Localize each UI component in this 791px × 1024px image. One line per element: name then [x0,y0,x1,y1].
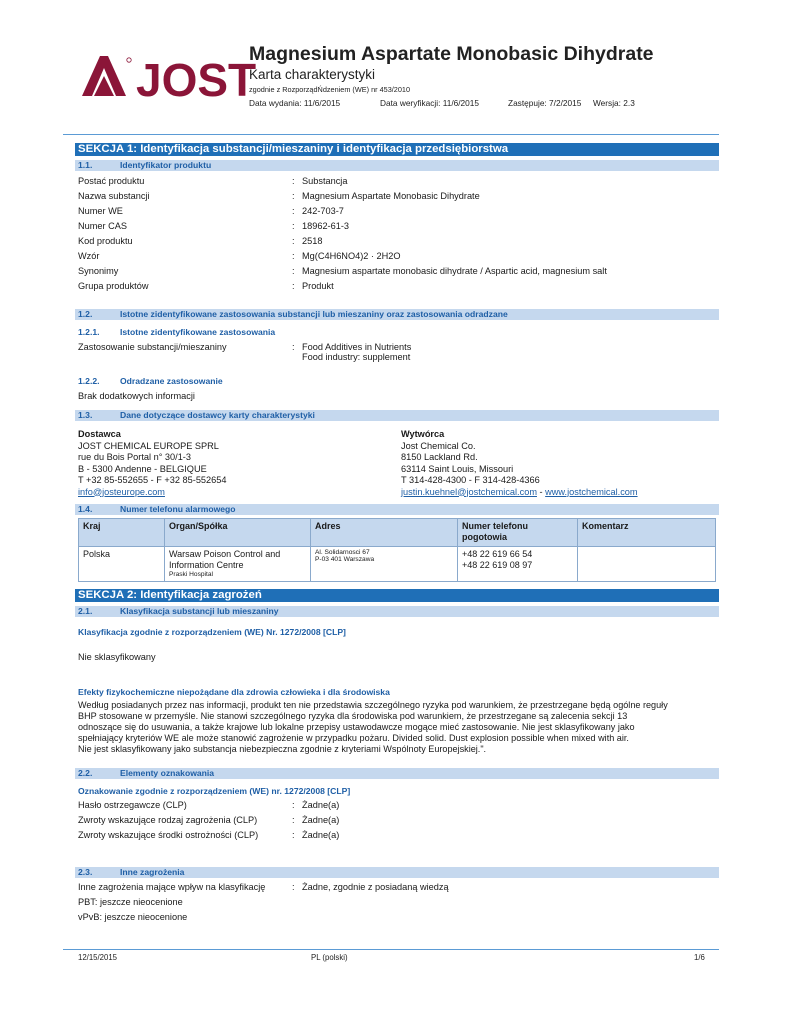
subsection-number: 1.2. [78,309,93,319]
document-subtitle: Karta charakterystyki [249,67,376,82]
column-header-country: Kraj [79,519,165,547]
labelling-heading: Oznakowanie zgodnie z rozporządzeniem (WE) nr. 1272/2008 [CLP] [78,786,351,796]
subsection-number: 1.3. [78,410,93,420]
cell-phone [458,546,578,581]
other-hazards-row [78,882,718,897]
footer-page-number: 1/6 [694,953,705,962]
subsection-1-1 [75,160,719,171]
list-item [78,176,718,191]
manufacturer-line: T 314-428-4300 - F 314-428-4366 [401,475,540,485]
table-row [79,546,716,581]
subsection-title: Istotne zidentyfikowane zastosowania [120,327,276,337]
list-item [78,251,718,266]
footer-date: 12/15/2015 [78,953,118,962]
row-label: Postać produktu [78,176,145,186]
row-value: Żadne(a) [302,830,340,840]
subsection-title: Identyfikator produktu [120,160,212,170]
list-item [78,221,718,236]
subsection-number: 1.2.1. [78,327,100,337]
replaces-date: Zastępuje: 7/2/2015 [508,98,582,108]
row-label: Hasło ostrzegawcze (CLP) [78,800,187,810]
separator: : [292,221,295,231]
version: Wersja: 2.3 [593,98,635,108]
row-value: Żadne(a) [302,815,340,825]
subsection-title: Klasyfikacja substancji lub mieszaniny [120,606,279,616]
supplier-line: JOST CHEMICAL EUROPE SPRL [78,440,219,451]
address-line: Al. Solidarnosci 67 [315,548,370,556]
separator: : [292,251,295,261]
subsection-number: 2.1. [78,606,93,616]
subsection-number: 2.3. [78,867,93,877]
row-value: 242-703-7 [302,206,344,216]
separator: : [292,800,295,810]
column-header-organisation: Organ/Spółka [165,519,311,547]
subsection-number: 1.4. [78,504,93,514]
section-1-title: SEKCJA 1: Identyfikacja substancji/mieszaniny i identyfikacja przedsiębiorstwa [75,143,719,156]
manufacturer-block [401,429,721,498]
cell-comment [578,546,716,581]
row-label: Grupa produktów [78,281,149,291]
supplier-heading: Dostawca [78,429,121,439]
emergency-phone-table [78,518,716,582]
table-header-row [79,519,716,547]
regulation-note: zgodnie z RozporządŃdzeniem (WE) nr 453/2010 [249,85,411,94]
subsection-title: Istotne zidentyfikowane zastosowania substancji lub mieszaniny oraz zastosowania odradzane [120,309,508,319]
supplier-line: T +32 85-552655 - F +32 85-552654 [78,475,227,485]
manufacturer-website-link[interactable]: www.jostchemical.com [545,486,638,497]
separator: : [292,191,295,201]
separator: : [292,236,295,246]
effects-heading: Efekty fizykochemiczne niepożądane dla zdrowia człowieka i dla środowiska [78,687,390,697]
document-title: Magnesium Aspartate Monobasic Dihydrate [249,43,654,65]
row-value: Magnesium Aspartate Monobasic Dihydrate [302,191,480,201]
effects-line: odnoszące się do usuwania, a także krajowe lub lokalne przepisy ustawodawcze mogące mieć zastosowanie. Nie jest sklasyfikowany jako [78,722,635,732]
effects-line: Nie jest sklasyfikowany jako substancja niebezpieczna zgodnie z kryteriami Wspólnoty Europejskiej.". [78,744,487,754]
manufacturer-line: 63114 Saint Louis, Missouri [401,463,514,474]
list-item [78,830,718,845]
link-separator: - [536,486,546,497]
row-label: Numer WE [78,206,123,216]
subsection-title: Numer telefonu alarmowego [120,504,236,514]
jost-logo [80,52,257,106]
no-info-text: Brak dodatkowych informacji [78,391,195,401]
vpvb-text: vPvB: jeszcze nieocenione [78,912,188,922]
row-label: Zwroty wskazujące środki ostrożności (CLP) [78,830,259,840]
effects-paragraph [78,700,718,755]
row-value: Żadne(a) [302,800,340,810]
effects-line: Według posiadanych przez nas informacji, produkt ten nie przedstawia szczególnego ryzyka pod warunkiem, że przestrzegane będą ogólne reguły [78,700,668,710]
use-value-2: Food industry: supplement [302,352,411,362]
list-item [78,800,718,815]
issue-date: Data wydania: 11/6/2015 [249,98,341,108]
cell-address [311,546,458,581]
use-row [78,342,718,362]
organisation-name: Warsaw Poison Control and Information Centre [169,548,281,570]
not-classified-text: Nie sklasyfikowany [78,652,156,662]
column-header-comment: Komentarz [578,519,716,547]
subsection-2-1 [75,606,719,617]
separator: : [292,266,295,276]
row-label: Nazwa substancji [78,191,150,201]
list-item [78,236,718,251]
list-item [78,815,718,830]
phone-number: +48 22 619 08 97 [462,559,533,570]
row-label: Kod produktu [78,236,133,246]
other-hazards-value: Żadne, zgodnie z posiadaną wiedzą [302,882,449,892]
logo-wordmark: JOST [136,54,257,106]
subsection-title: Odradzane zastosowanie [120,376,223,386]
use-value-1: Food Additives in Nutrients [302,342,412,352]
supplier-email-link[interactable]: info@josteurope.com [78,486,165,497]
phone-number: +48 22 619 66 54 [462,548,533,559]
subsection-number: 2.2. [78,768,93,778]
row-label: Wzór [78,251,100,261]
other-hazards-label: Inne zagrożenia mające wpływ na klasyfikację [78,882,266,892]
cell-country: Polska [79,546,165,581]
list-item [78,281,718,296]
address-line: P-03 401 Warszawa [315,556,375,564]
separator: : [292,281,295,291]
supplier-block [78,429,378,498]
row-label: Numer CAS [78,221,128,231]
subsection-1-2 [75,309,719,320]
supplier-line: rue du Bois Portal n° 30/1-3 [78,452,191,462]
subsection-title: Elementy oznakowania [120,768,215,778]
separator: : [292,176,295,186]
subsection-title: Inne zagrożenia [120,867,185,877]
manufacturer-heading: Wytwórca [401,429,445,439]
effects-line: spełniający kryteriów WE ale może stanowić zagrożenie w przypadku pożaru. Divided solid. Dust explosion possible when mixed with air. [78,733,629,743]
subsection-1-3 [75,410,719,421]
section-2-title: SEKCJA 2: Identyfikacja zagrożeń [75,589,719,602]
list-item [78,191,718,206]
row-value: Produkt [302,281,334,291]
subsection-2-3 [75,867,719,878]
separator: : [292,206,295,216]
pbt-text: PBT: jeszcze nieocenione [78,897,183,907]
verify-date: Data weryfikacji: 11/6/2015 [380,98,479,108]
supplier-line: B - 5300 Andenne - BELGIQUE [78,463,207,474]
header-divider [63,134,719,135]
subsection-1-4 [75,504,719,515]
separator: : [292,882,295,892]
manufacturer-line: 8150 Lackland Rd. [401,452,478,462]
subsection-number: 1.2.2. [78,376,100,386]
row-label: Synonimy [78,266,119,276]
manufacturer-line: Jost Chemical Co. [401,440,476,451]
use-label: Zastosowanie substancji/mieszaniny [78,342,227,352]
footer-language: PL (polski) [311,953,348,962]
manufacturer-email-link[interactable]: justin.kuehnel@jostchemical.com [401,486,537,497]
subsection-title: Dane dotyczące dostawcy karty charakterystyki [120,410,315,420]
organisation-sub: Praski Hospital [169,571,213,578]
row-value: Mg(C4H6NO4)2 · 2H2O [302,251,401,261]
row-label: Zwroty wskazujące rodzaj zagrożenia (CLP) [78,815,258,825]
row-value: 2518 [302,236,323,246]
footer-divider [63,949,719,950]
column-header-phone: Numer telefonu pogotowia [458,519,578,547]
separator: : [292,342,295,352]
separator: : [292,815,295,825]
cell-organisation [165,546,311,581]
subsection-number: 1.1. [78,160,93,170]
effects-line: BHP stosowane w przemyśle. Nie stanowi szczególnego ryzyka dla środowiska pod warunkiem, że przestrzegane są zalecenia sekcji 13 [78,711,628,721]
column-header-address: Adres [311,519,458,547]
separator: : [292,830,295,840]
subsection-2-2 [75,768,719,779]
list-item [78,266,718,281]
list-item [78,206,718,221]
row-value: Magnesium aspartate monobasic dihydrate / Aspartic acid, magnesium salt [302,266,607,276]
clp-classification-heading: Klasyfikacja zgodnie z rozporządzeniem (WE) Nr. 1272/2008 [CLP] [78,627,346,637]
row-value: 18962-61-3 [302,221,349,231]
row-value: Substancja [302,176,348,186]
